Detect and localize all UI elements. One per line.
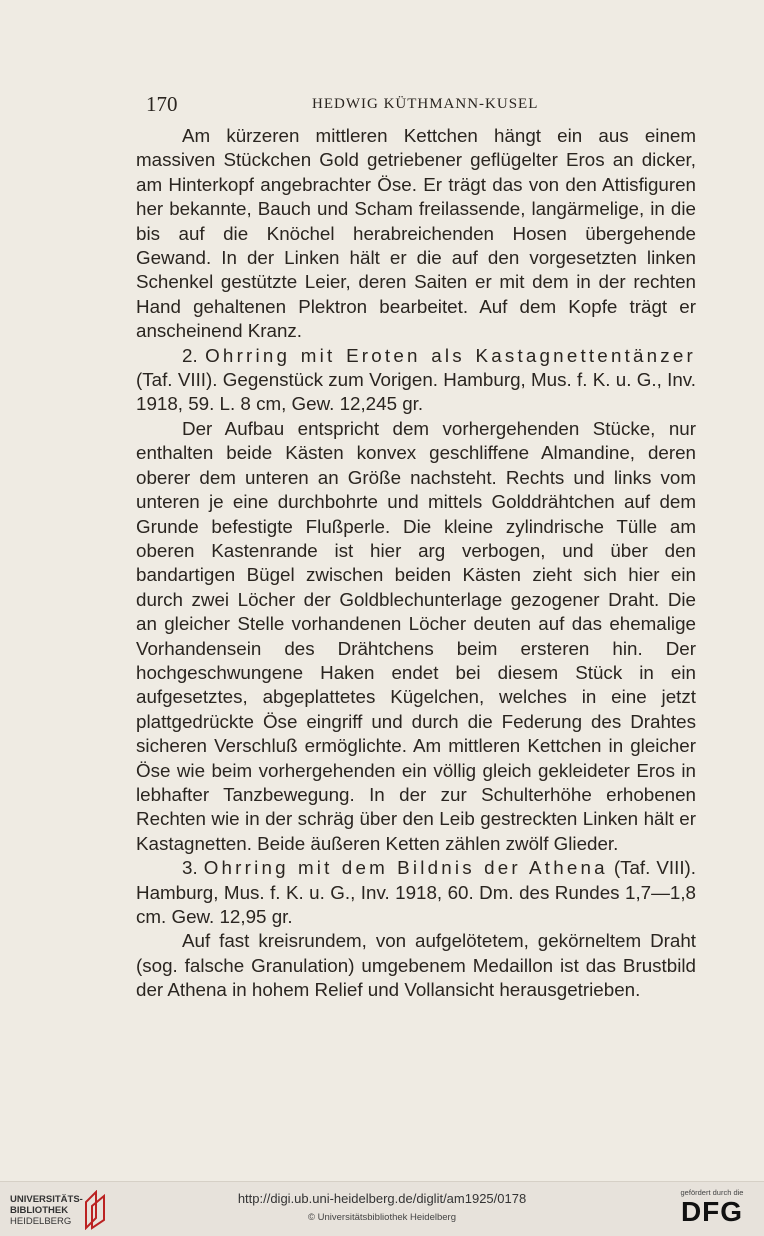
funder-logo[interactable] (672, 1188, 752, 1227)
funder-label: gefördert durch die (680, 1188, 744, 1197)
body-text (136, 124, 696, 1003)
entry-details: (Taf. VIII). Hamburg, Mus. f. K. u. G., Inv. 1918, 60. Dm. des Rundes 1,7—1,8 cm. Gew. 12,95 gr. (136, 857, 697, 927)
entry-number: 2. (182, 344, 198, 366)
entry-number: 3. (182, 857, 198, 879)
entry-heading-paragraph (136, 856, 696, 929)
page-header (136, 92, 696, 116)
library-name-line: BIBLIOTHEK (10, 1205, 69, 1216)
entry-title: Ohrring mit Eroten als Kastagnettentänzer (205, 344, 697, 366)
library-name-line: UNIVERSITÄTS- (10, 1194, 83, 1205)
paragraph: Am kürzeren mittleren Kettchen hängt ein aus einem massiven Stückchen Gold getriebener geflügelter Eros an dicker, am Hinterkopf angebrachter Öse. Er trägt das von den Attisfiguren her bekannte, Bauch und Scham freilassende, langärmelige, in die bis auf die Knöchel herabreichenden Hosen übergehende Gewand. In der Linken hält er die auf den vorgesetzten linken Schenkel gestützte Leier, deren Saiten er mit dem in der rechten Hand gehaltenen Plektron bearbeitet. Auf dem Kopfe trägt er anscheinend Kranz. (136, 125, 696, 342)
paragraph: Auf fast kreisrundem, von aufgelötetem, gekörneltem Draht (sog. falsche Granulation) umgebenem Medaillon ist das Brustbild der Athena in hohem Relief und Vollansicht herausgetrieben. (136, 930, 696, 1001)
page-number: 170 (146, 92, 178, 116)
entry-title: Ohrring mit dem Bildnis der Athena (203, 857, 608, 879)
running-head: HEDWIG KÜTHMANN-KUSEL (312, 96, 539, 112)
entry-details: (Taf. VIII). Gegenstück zum Vorigen. Hamburg, Mus. f. K. u. G., Inv. 1918, 59. L. 8 cm, Gew. 12,245 gr. (136, 369, 696, 415)
copyright-notice: © Universitätsbibliothek Heidelberg (308, 1212, 456, 1223)
dfg-logo-text: DFG (680, 1196, 744, 1227)
permalink[interactable]: http://digi.ub.uni-heidelberg.de/diglit/am1925/0178 (237, 1191, 527, 1206)
library-name-line: HEIDELBERG (10, 1216, 72, 1227)
paragraph: Der Aufbau entspricht dem vorhergehenden Stücke, nur enthalten beide Kästen konvex geschliffene Almandine, deren oberer dem unteren an Größe nachsteht. Rechts und links vom unteren je eine durchbohrte und mittels Golddrähtchen auf dem Grunde befestigte Flußperle. Die kleine zylindrische Tülle am oberen Kastenrande ist hier arg verbogen, und über den bandartigen Bügel zwischen beiden Kästen zieht sich hier ein durch zwei Löcher der Goldblechunterlage gezogener Draht. Die an gleicher Stelle vorhandenen Löcher deuten auf das ehemalige Vorhandensein des Drähtchens beim ersteren hin. Der hochgeschwungene Haken endet bei diesem Stück in ein aufgesetztes, abgeplattetes Kügelchen, welches in eine jetzt plattgedrückte Öse eingriff und durch die Federung des Drahtes sicheren Verschluß ermöglichte. Am mittleren Kettchen in gleicher Öse wie beim vorhergehenden ein völlig gleich gekleideter Eros in lebhafter Tanzbewegung. In der zur Schulterhöhe erhobenen Rechten wie in der schräg über den Leib gestreckten Linken hält er Kastagnetten. Beide äußeren Ketten zählen zwölf Glieder. (136, 417, 696, 854)
footer-bar (0, 1181, 764, 1236)
entry-heading-paragraph (136, 344, 696, 417)
